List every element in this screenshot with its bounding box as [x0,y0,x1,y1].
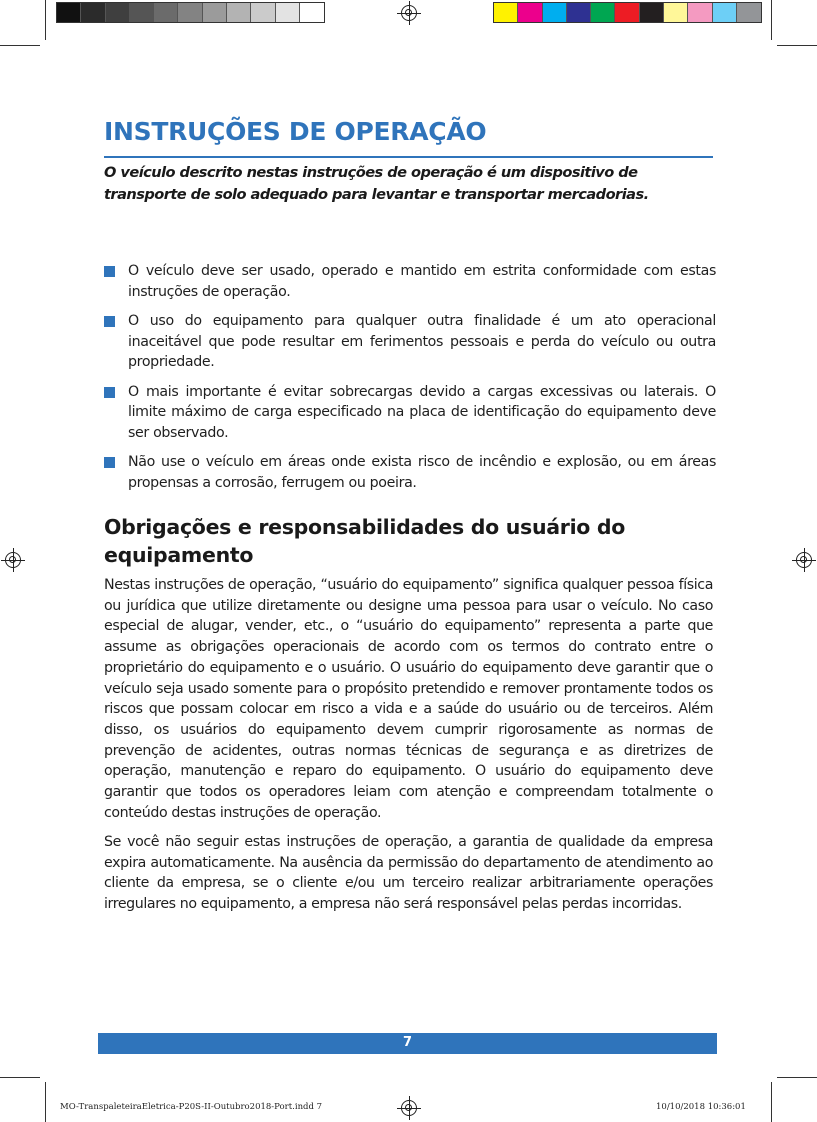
bullet-list [104,261,716,502]
crop-mark [777,45,817,46]
color-swatch [494,3,518,22]
color-swatch [227,3,251,22]
crop-mark [45,0,46,40]
section-heading: Obrigações e responsabilidades do usuário do equipamento [104,515,626,567]
color-swatch [300,3,324,22]
color-swatch [81,3,105,22]
square-bullet-icon [104,316,115,327]
color-swatch [688,3,712,22]
list-item [104,452,716,493]
list-item-text: Não use o veículo em áreas onde exista risco de incêndio e explosão, ou em áreas propensas a corrosão, ferrugem ou poeira. [128,454,716,491]
color-swatch [640,3,664,22]
list-item [104,311,716,373]
crop-mark [771,0,772,40]
color-swatch [203,3,227,22]
color-swatch [737,3,761,22]
body-paragraph: Se você não seguir estas instruções de operação, a garantia de qualidade da empresa expira automaticamente. Na ausência da permissão do departamento de atendimento ao cliente da empresa, se o cliente e/ou um terceiro realizar arbitrariamente operações irregulares no equipamento, a empresa não será responsável pelas perdas incorridas. [104,834,713,913]
color-swatch [713,3,737,22]
color-swatch [518,3,542,22]
process-color-bar [493,2,762,23]
color-swatch [106,3,130,22]
registration-mark-icon [5,552,21,568]
color-swatch [543,3,567,22]
list-item [104,382,716,444]
crop-mark [0,1077,40,1078]
color-swatch [154,3,178,22]
timestamp-slug: 10/10/2018 10:36:01 [656,1102,746,1112]
color-swatch [567,3,591,22]
color-swatch [276,3,300,22]
page-number: 7 [402,1035,413,1050]
list-item-text: O mais importante é evitar sobrecargas devido a cargas excessivas ou laterais. O limite máximo de carga especificado na placa de identificação do equipamento deve ser observado. [128,383,716,441]
crop-mark [771,1082,772,1122]
square-bullet-icon [104,457,115,468]
intro-text: O veículo descrito nestas instruções de operação é um dispositivo de transporte de solo adequado para levantar e transportar mercadorias. [104,164,649,203]
color-swatch [130,3,154,22]
square-bullet-icon [104,387,115,398]
title-divider [104,156,713,158]
list-item [104,261,716,302]
list-item-text: O veículo deve ser usado, operado e mantido em estrita conformidade com estas instruções de operação. [128,263,716,300]
registration-mark-icon [796,552,812,568]
square-bullet-icon [104,266,115,277]
color-swatch [251,3,275,22]
file-slug: MO-TranspaleteiraEletrica-P20S-II-Outubro2018-Port.indd 7 [60,1102,323,1112]
crop-mark [45,1082,46,1122]
grayscale-color-bar [56,2,325,23]
registration-mark-icon [401,5,417,21]
color-swatch [615,3,639,22]
color-swatch [57,3,81,22]
page-number-bar [98,1033,717,1054]
page-title: INSTRUÇÕES DE OPERAÇÃO [104,117,487,146]
list-item-text: O uso do equipamento para qualquer outra finalidade é um ato operacional inaceitável que pode resultar em ferimentos pessoais e perda do veículo ou outra propriedade. [128,313,716,370]
color-swatch [664,3,688,22]
body-paragraph: Nestas instruções de operação, “usuário do equipamento” significa qualquer pessoa física ou jurídica que utilize diretamente ou designe uma pessoa para usar o veículo. No caso especial de alugar, vender, etc., o “usuário do equipamento” representa a parte que assume as obrigações operacionais de acordo com os termos do contrato entre o proprietário do equipamento e o usuário. O usuário do equipamento deve garantir que o veículo seja usado somente para o propósito pretendido e remover prontamente todos os riscos que possam colocar em risco a vida e a saúde do usuário ou de terceiros. Além disso, os usuários do equipamento devem cumprir rigorosamente as normas de prevenção de acidentes, outras normas técnicas de segurança e as diretrizes de operação, manutenção e reparo do equipamento. O usuário do equipamento deve garantir que todos os operadores leiam com atenção e compreendam totalmente o conteúdo destas instruções de operação. [104,577,713,821]
color-swatch [591,3,615,22]
crop-mark [0,45,40,46]
registration-mark-icon [401,1100,417,1116]
crop-mark [777,1077,817,1078]
color-swatch [178,3,202,22]
